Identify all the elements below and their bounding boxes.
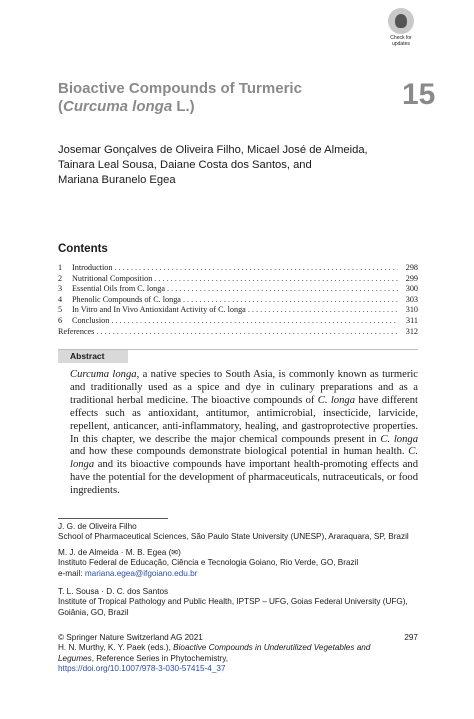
- toc-page: 310: [405, 305, 418, 315]
- affiliation-institution: Instituto Federal de Educação, Ciência e Tecnologia Goiano, Rio Verde, GO, Brazil: [58, 558, 359, 568]
- toc-num: 5: [58, 305, 63, 315]
- chapter-title: [58, 80, 378, 116]
- toc-leader: [167, 284, 398, 295]
- affiliation-names: T. L. Sousa · D. C. dos Santos: [58, 587, 169, 596]
- toc-num: 1: [58, 263, 63, 272]
- abstract-species: Curcuma longa: [70, 369, 137, 380]
- toc-title: Phenolic Compounds of C. longa: [72, 294, 181, 304]
- citation-book-title: Bioactive Compounds in Underutilized Vegetables and Legumes: [58, 643, 371, 663]
- check-for-updates-badge[interactable]: [386, 8, 416, 54]
- toc-page: 303: [405, 294, 418, 304]
- abstract-species: C. longa: [70, 446, 418, 471]
- affiliation-institution: Institute of Tropical Pathology and Public Health, IPTSP – UFG, Goias Federal University (UFG), Goiânia, GO, Brazil: [58, 597, 408, 617]
- toc-entry[interactable]: [58, 284, 418, 295]
- citation-line: [58, 643, 398, 664]
- footnote-rule: [58, 518, 168, 519]
- affiliation-block: [58, 587, 438, 618]
- toc-title: Nutritional Composition: [72, 273, 153, 283]
- abstract-part: have different effects such as antioxidant, antitumor, antimicrobial, insecticide, larvicide, repellent, anticancer, anti-inflammatory, healing, and gastroprotective properties. In this chapter, we describe the major chemical compounds present in: [70, 394, 418, 445]
- author-line: Mariana Buranelo Egea: [58, 174, 176, 187]
- email-label: e-mail:: [58, 568, 85, 578]
- toc-leader: [183, 295, 398, 306]
- author-list: [58, 143, 438, 189]
- affiliation-block: [58, 522, 438, 543]
- email-link[interactable]: mariana.egea@ifgoiano.edu.br: [84, 568, 198, 578]
- affiliation-institution: School of Pharmaceutical Sciences, São Paulo State University (UNESP), Araraquara, SP, Brazil: [58, 532, 409, 542]
- toc-leader: [154, 274, 398, 285]
- toc-page: 311: [406, 315, 418, 325]
- toc-entry[interactable]: [58, 305, 418, 316]
- affiliation-block: [58, 548, 438, 579]
- toc-num: 2: [58, 273, 63, 283]
- badge-label-line1: Check for: [390, 35, 412, 41]
- toc-entry[interactable]: [58, 316, 418, 327]
- toc-leader: [111, 316, 398, 327]
- toc-title: Introduction: [72, 263, 113, 272]
- abstract-text: [70, 369, 418, 498]
- table-of-contents: [58, 263, 418, 337]
- title-rest: L.): [172, 98, 195, 115]
- doi-link[interactable]: https://doi.org/10.1007/978-3-030-57415-4_37: [58, 664, 226, 674]
- toc-title: References: [58, 326, 95, 336]
- badge-label-line2: updates: [392, 40, 410, 47]
- citation-editors: H. N. Murthy, K. Y. Paek (eds.),: [58, 643, 174, 653]
- toc-title: Conclusion: [72, 315, 110, 325]
- abstract-label: Abstract: [58, 350, 128, 363]
- toc-leader: [96, 327, 398, 338]
- badge-label: [386, 36, 416, 47]
- author-line: Josemar Gonçalves de Oliveira Filho, Micael José de Almeida,: [58, 144, 368, 156]
- contents-heading: Contents: [58, 243, 108, 255]
- toc-leader: [248, 305, 398, 316]
- crossmark-icon: [388, 8, 414, 34]
- toc-entry[interactable]: [58, 274, 418, 285]
- toc-entry[interactable]: [58, 327, 418, 338]
- abstract-part: , a native species to South Asia, is commonly known as turmeric and traditionally used as a spice and dye in culinary preparations and as a traditional herbal medicine. The bioactive compounds of: [70, 369, 418, 406]
- toc-leader: [114, 263, 398, 274]
- abstract-part: and how these compounds demonstrate biological potential in human health.: [70, 446, 409, 458]
- toc-entry[interactable]: [58, 295, 418, 306]
- abstract-species: C. longa: [317, 394, 355, 406]
- affiliation-names: J. G. de Oliveira Filho: [58, 522, 137, 531]
- title-line1: Bioactive Compounds of Turmeric: [58, 80, 302, 97]
- author-line: Tainara Leal Sousa, Daiane Costa dos Santos, and: [58, 159, 312, 172]
- affiliation-names: M. J. de Almeida · M. B. Egea (✉): [58, 548, 181, 557]
- abstract-species: C. longa: [380, 433, 418, 445]
- title-species: Curcuma longa: [63, 98, 173, 115]
- toc-entry[interactable]: [58, 263, 418, 274]
- toc-page: 299: [405, 273, 418, 283]
- toc-page: 298: [405, 263, 418, 272]
- chapter-number: 15: [402, 78, 436, 111]
- citation-footer: [58, 633, 398, 675]
- page-number: 297: [404, 633, 418, 642]
- citation-series: , Reference Series in Phytochemistry,: [91, 653, 229, 663]
- affiliation-email-line: [58, 569, 438, 579]
- toc-num: 4: [58, 294, 63, 304]
- toc-num: 3: [58, 284, 63, 294]
- toc-num: 6: [58, 315, 63, 325]
- toc-title: In Vitro and In Vivo Antioxidant Activity of C. longa: [72, 305, 246, 315]
- toc-page: 300: [405, 284, 418, 294]
- toc-title: Essential Oils from C. longa: [72, 284, 166, 294]
- toc-page: 312: [405, 326, 418, 336]
- copyright: © Springer Nature Switzerland AG 2021: [58, 633, 203, 642]
- title-paren: (: [58, 98, 63, 115]
- abstract-part: and its bioactive compounds have important health-promoting effects and have the potential for the development of pharmaceuticals, nutraceuticals, or food ingredients.: [70, 459, 418, 497]
